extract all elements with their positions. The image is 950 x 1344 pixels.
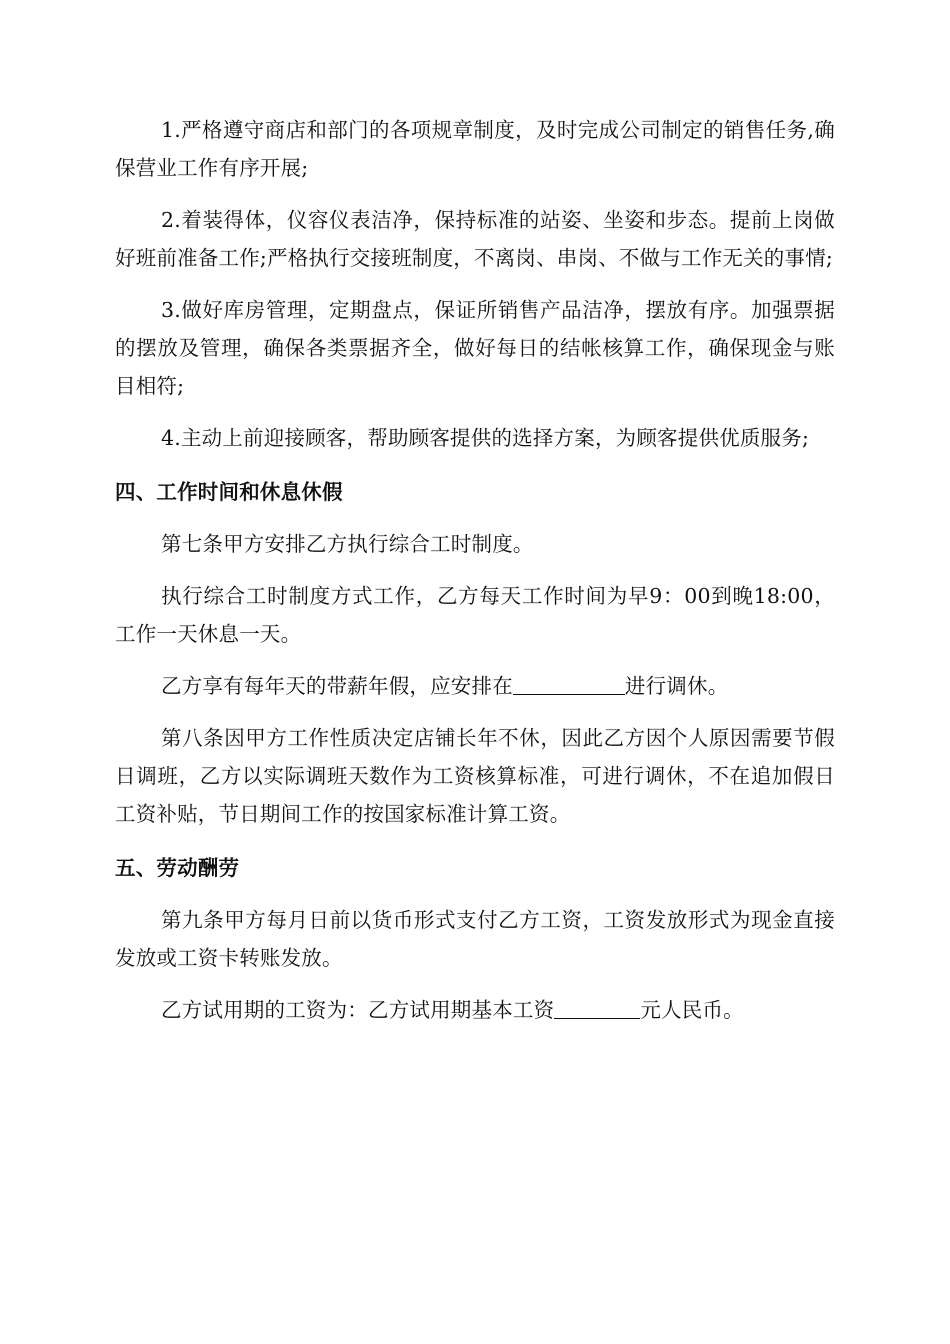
probation-text-after: 元人民币。: [640, 998, 744, 1022]
probation-salary-blank: [554, 992, 640, 1019]
article-7: 第七条甲方安排乙方执行综合工时制度。: [161, 532, 534, 556]
probation-text-before: 乙方试用期的工资为：乙方试用期基本工资: [161, 998, 555, 1022]
section-heading-pay: 五、劳动酬劳: [115, 856, 240, 880]
section-heading-work-time: 四、工作时间和休息休假: [115, 480, 343, 504]
duty-item-3: 3.做好库房管理，定期盘点，保证所销售产品洁净，摆放有序。加强票据的摆放及管理，确保各类票据齐全，做好每日的结帐核算工作，确保现金与账目相符;: [115, 298, 835, 398]
document-body: [115, 111, 835, 1029]
annual-leave-blank: [513, 668, 625, 695]
work-schedule: 执行综合工时制度方式工作，乙方每天工作时间为早9：00到晚18:00，工作一天休息一天。: [115, 584, 835, 646]
article-9: 第九条甲方每月日前以货币形式支付乙方工资，工资发放形式为现金直接发放或工资卡转账发放。: [115, 908, 835, 970]
annual-leave: [115, 667, 835, 705]
annual-leave-text-after: 进行调休。: [624, 674, 729, 698]
probation-salary: [115, 991, 835, 1029]
article-8: 第八条因甲方工作性质决定店铺长年不休，因此乙方因个人原因需要节假日调班，乙方以实际调班天数作为工资核算标准，可进行调休，不在追加假日工资补贴，节日期间工作的按国家标准计算工资。: [115, 726, 835, 826]
annual-leave-text-before: 乙方享有每年天的带薪年假，应安排在: [161, 674, 513, 698]
duty-item-1: 1.严格遵守商店和部门的各项规章制度，及时完成公司制定的销售任务,确保营业工作有序开展;: [115, 118, 835, 180]
duty-item-4: 4.主动上前迎接顾客，帮助顾客提供的选择方案，为顾客提供优质服务;: [161, 426, 810, 450]
duty-item-2: 2.着装得体，仪容仪表洁净，保持标准的站姿、坐姿和步态。提前上岗做好班前准备工作;严格执行交接班制度，不离岗、串岗、不做与工作无关的事情;: [115, 208, 835, 270]
